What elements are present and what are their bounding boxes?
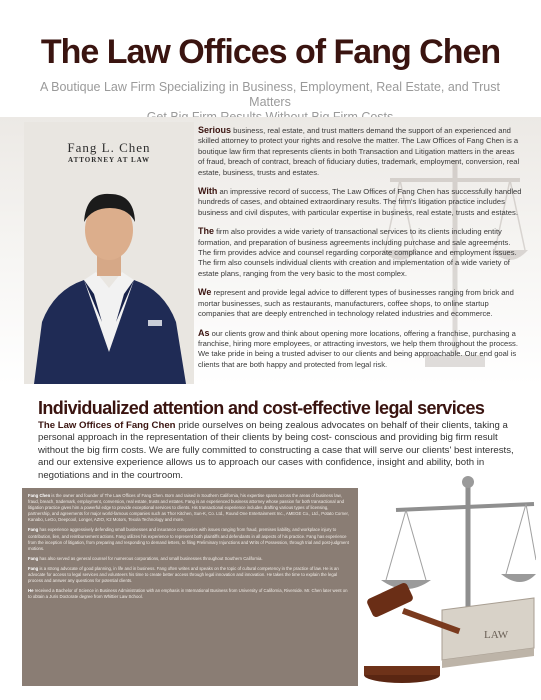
book-label: LAW	[484, 629, 509, 641]
section-paragraph: The Law Offices of Fang Chen pride ourselves on being zealous advocates on behalf of their clients, taking a personal approach in the representation of their clients by being cost- conscious and providing big firm result without the big firm costs. We are fully committed to constructing a case that will serve our clients' best interests, and our extensive experience allows us to approach our cases with confidence, insight and ability, both in negotiations and in the courtroom.	[38, 420, 514, 481]
bio-paragraph: Fang has experience aggressively defending small businesses and insurance companies with issues ranging from fraud, premises liability, and workplace injury to contribution, lien, and reimbursement actions. Fang utilizes his experience to represent both plaintiffs and defendants in all aspects of his practice. Fang has experience from the inception of litigation, from preparing and responding to demand letters, to filing Preliminary Injunctions and Writs of Possession, through trial and post-judgment motions.	[28, 527, 349, 551]
section-heading: Individualized attention and cost-effective legal services	[38, 398, 485, 418]
bio-paragraph: Fang Chen is the owner and founder of The Law Offices of Fang Chen. Born and raised in Southern California, his expertise spans across the areas of business law, fraud, breach, trademark, employment, conversion, real estate, trusts and estates. Fang is an experienced business attorney whose passion for both transactional and litigation practice gives him a powerful edge to provide exceptional services to clients. His transactional experience includes drafting various types of licensing, partnership, and agreements for major world-famous companies such as Thor Kitchen, Sun-K, Co. Ltd., Round One Entertainment Inc., AMEGE Co., Ltd., Potato Corner, Kanabo, LeGo, Deepcool, Longer, AZIO, K2 Motors, Texola Technology and more.	[28, 493, 349, 523]
attorney-photo	[24, 122, 194, 384]
bio-paragraph: Fang is a strong advocate of good planning, in life and in business. Fang often writes and speaks on the topic of cultural competency in the practice of law. He is an advocate for access to legal services and volunteers his time to create better access through legal innovation and innovation. He takes the time to explain the legal process and answer any questions for potential clients.	[28, 565, 339, 584]
bio-paragraph: He received a Bachelor of Science in Business Administration with an emphasis in International Business from University of California, Riverside. Mr. Chen later went on to obtain a Juris Doctorate degree from Whittier Law School.	[28, 588, 348, 600]
attorney-portrait-icon	[24, 122, 194, 384]
intro-paragraph: We represent and provide legal advice to different types of businesses ranging from brick and mortar businesses, such as restaurants, manufacturers, coffee shops, to online startup companies that are deeply entrenched in technology related industries and ecommerce.	[198, 287, 514, 319]
attorney-role: ATTORNEY AT LAW	[68, 156, 150, 164]
attorney-name: Fang L. Chen	[67, 140, 151, 155]
bio-paragraph: Fang has also served as general counsel for numerous corporations, and small businesses throughout Southern California.	[28, 555, 263, 561]
page-title: The Law Offices of Fang Chen	[40, 33, 501, 71]
intro-paragraph: The firm also provides a wide variety of transactional services to its clients including entity formation, and preparation of business agreements including purchase and sale agreements. The firm provides advice and counsel regarding corporate compliance and employment issues. The firm also counsels individual clients with creation and implementation of a wide variety of estate plans, ranging from the very basic to the most complex.	[198, 226, 517, 278]
intro-paragraph: Serious business, real estate, and trust matters demand the support of an experienced and skilled attorney to protect your rights and resolve the matter. The Law Offices of Fang Chen is a boutique law firm that represents clients in both Transaction and Litigation matters in the areas of fraud, breach of contract, breach of fiduciary duties, trademark, employment, conversion, real estate, business, trusts and estates.	[198, 125, 520, 177]
bio-box	[22, 488, 358, 686]
intro-paragraph: As our clients grow and think about opening more locations, offering a franchise, purchasing a franchise, hiring more employees, or attracting investors, we help them throughout the process. We take pride in being a trusted adviser to our clients and being approachable. Our end goal is clients that are both happy and protected from legal risk.	[198, 327, 518, 369]
justice-scale-icon	[356, 470, 536, 690]
intro-text	[198, 125, 522, 378]
bio-text	[28, 493, 352, 604]
intro-paragraph: With an impressive record of success, The Law Offices of Fang Chen has successfully handled hundreds of cases, and obtained extraordinary results. The firm's litigation practice includes business and civil disputes, with particular expertise in business, real estate, trusts and estates.	[198, 186, 522, 217]
tagline-line-1: A Boutique Law Firm Specializing in Business, Employment, Real Estate, and Trust Matters	[40, 80, 500, 109]
firm-name: The Law Offices of Fang Chen	[38, 420, 176, 431]
